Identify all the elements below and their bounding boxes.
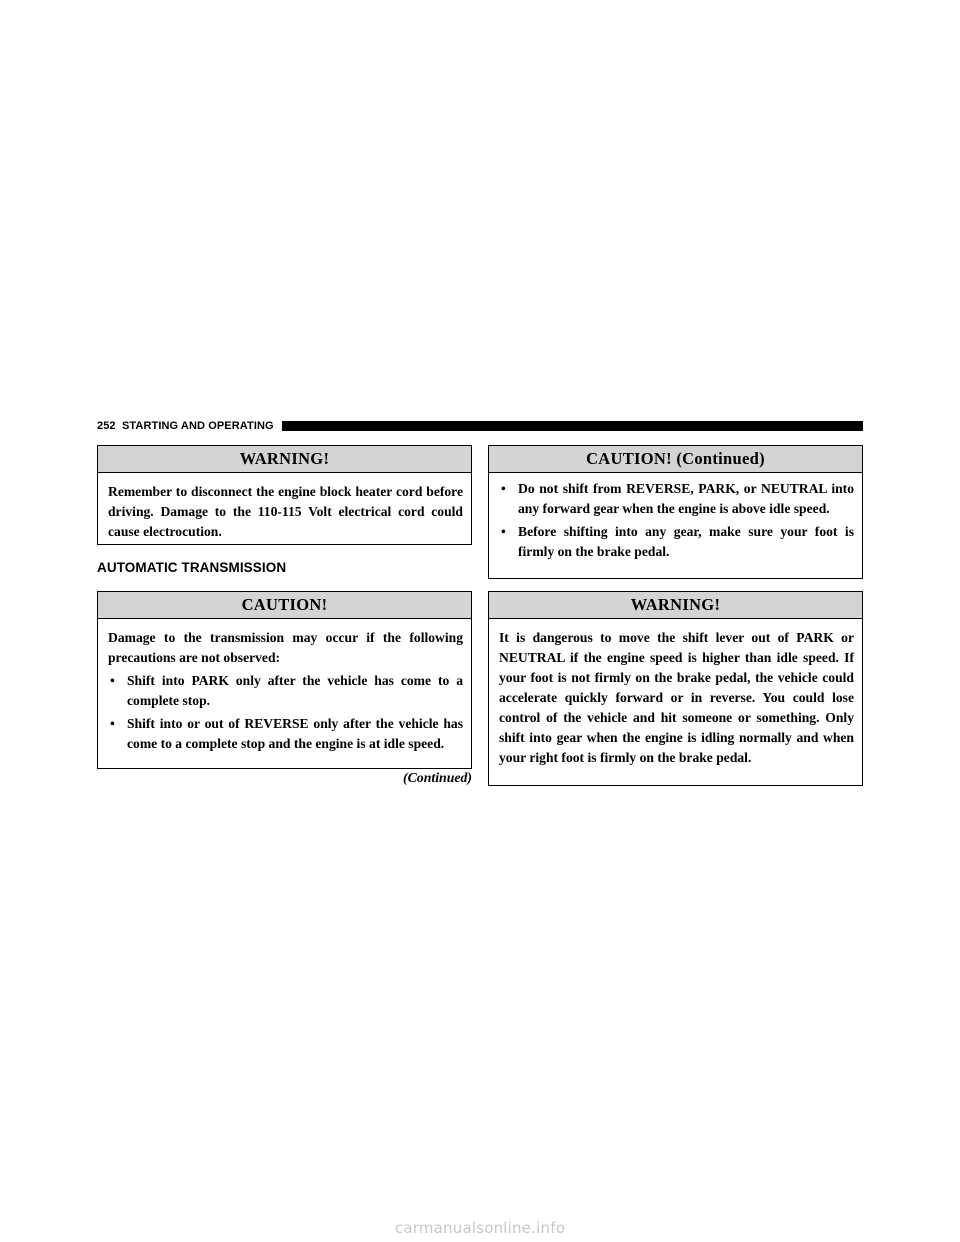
caution-bullet-text: Do not shift from REVERSE, PARK, or NEUTRAL into any forward gear when the engine is above idle speed. [518, 481, 854, 516]
caution-continued-title: CAUTION! (Continued) [489, 446, 862, 473]
warning-box-body [98, 473, 471, 542]
warning-box-heater [97, 445, 472, 545]
caution-bullet [108, 671, 463, 711]
warning-box-body [489, 619, 862, 768]
warning-box-title: WARNING! [98, 446, 471, 473]
warning-box-shift [488, 591, 863, 786]
caution-bullet [499, 522, 854, 562]
caution-bullet-text: Shift into PARK only after the vehicle has come to a complete stop. [127, 673, 463, 708]
caution-intro: Damage to the transmission may occur if the following precautions are not observed: [108, 630, 463, 665]
caution-bullet [108, 714, 463, 754]
page-number-and-section [97, 420, 274, 432]
caution-bullet [499, 479, 854, 519]
bullet-dot: • [110, 673, 115, 688]
caution-box-title: CAUTION! [98, 592, 471, 619]
page-header [97, 419, 863, 433]
bullet-dot: • [501, 524, 506, 539]
warning-text: It is dangerous to move the shift lever out of PARK or NEUTRAL if the engine speed is higher than idle speed. If your foot is not firmly on the brake pedal, the vehicle could accelerate quickly forward or in reverse. You could lose control of the vehicle and hit someone or something. Only shift into gear when the engine is idling normally and when your right foot is firmly on the brake pedal. [499, 630, 854, 765]
bullet-dot: • [501, 481, 506, 496]
caution-continued-box [488, 445, 863, 579]
page-number: 252 [97, 420, 116, 432]
caution-bullet-text: Before shifting into any gear, make sure your foot is firmly on the brake pedal. [518, 524, 854, 559]
bullet-dot: • [110, 716, 115, 731]
warning-text: Remember to disconnect the engine block heater cord before driving. Damage to the 110-115 Volt electrical cord could cause electrocution. [108, 484, 463, 539]
caution-bullet-text: Shift into or out of REVERSE only after the vehicle has come to a complete stop and the engine is at idle speed. [127, 716, 463, 751]
caution-box [97, 591, 472, 769]
warning-box-title: WARNING! [489, 592, 862, 619]
section-title: STARTING AND OPERATING [121, 420, 274, 432]
section-heading: AUTOMATIC TRANSMISSION [97, 560, 287, 575]
caution-box-body [98, 619, 471, 754]
continued-label: (Continued) [403, 770, 472, 785]
caution-continued-body [489, 473, 862, 562]
header-rule [282, 421, 863, 431]
watermark-link[interactable]: carmanualsonline.info [394, 1219, 566, 1237]
